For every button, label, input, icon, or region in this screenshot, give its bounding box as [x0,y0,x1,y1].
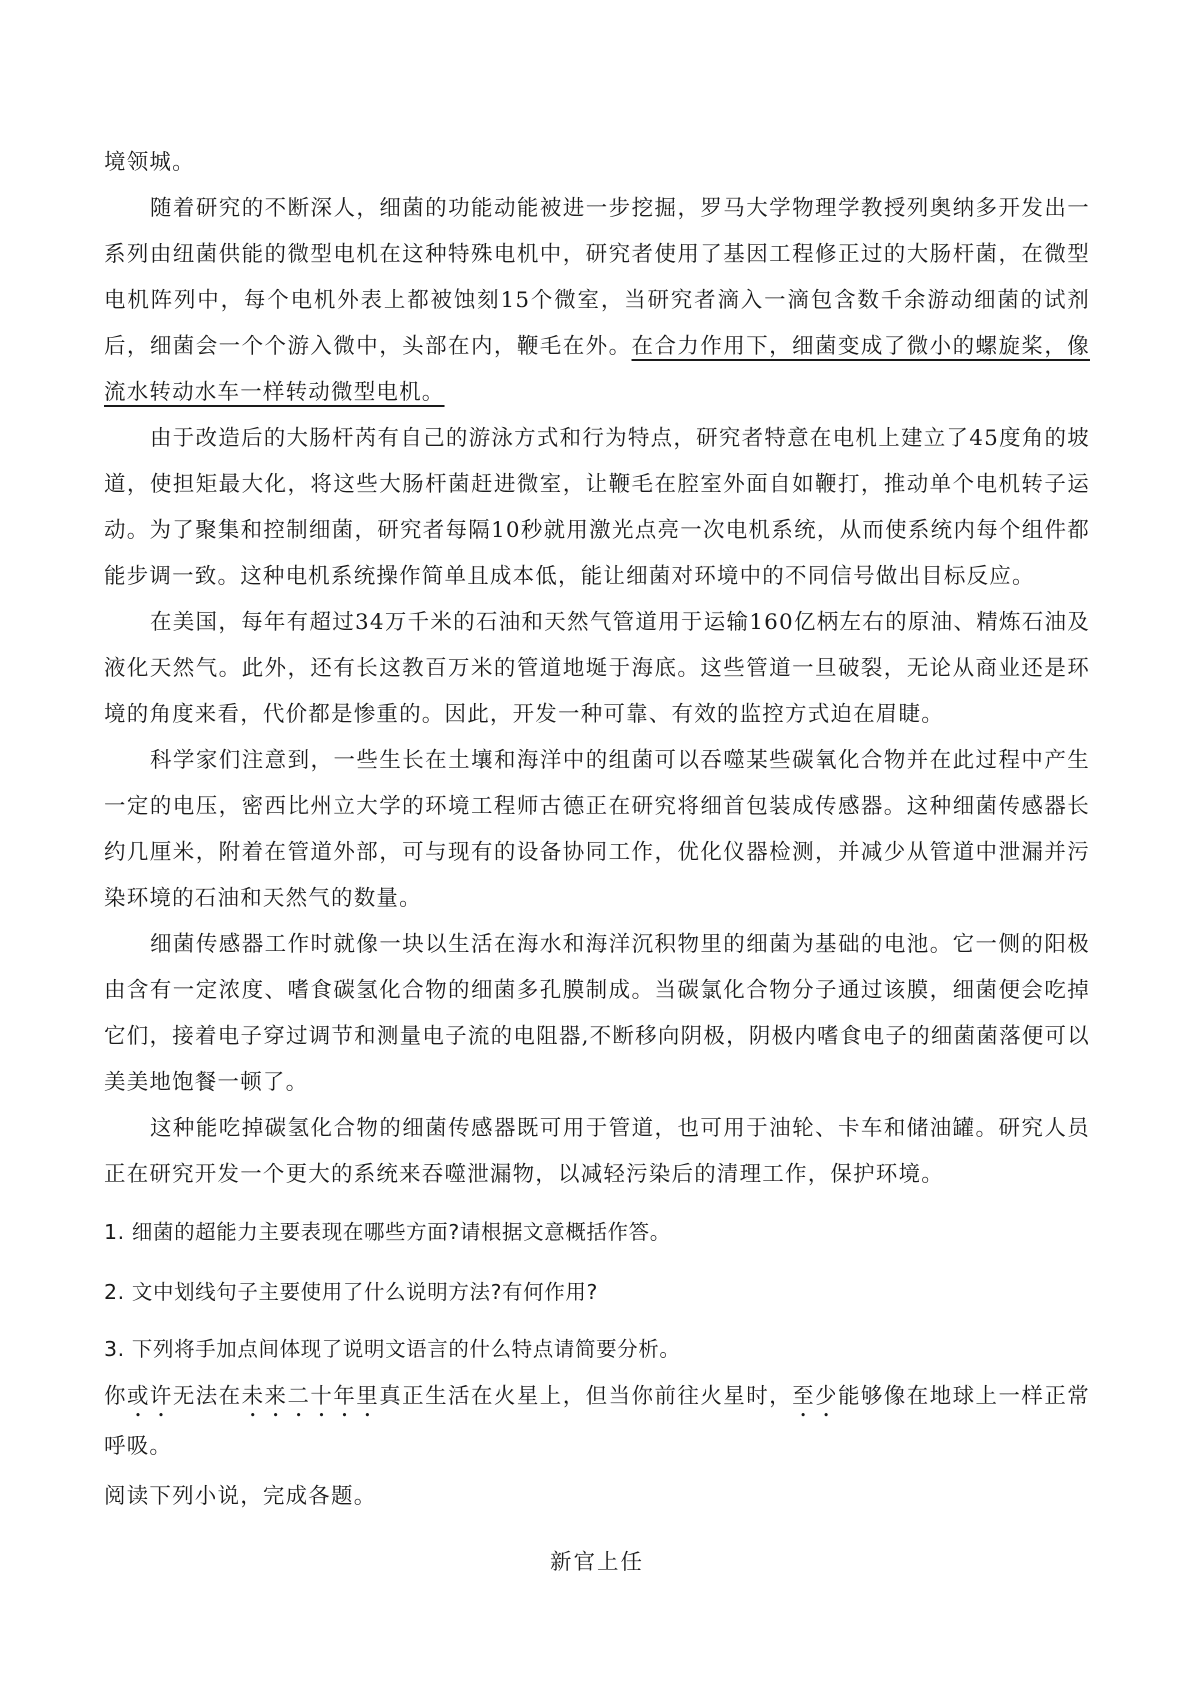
reading-instruction: 阅读下列小说，完成各题。 [104,1484,377,1509]
question-3: 3. 下列将手加点间体现了说明文语言的什么特点请简要分析。 [104,1337,681,1361]
paragraph-5: 细菌传感器工作时就像一块以生活在海水和海洋沉积物里的细菌为基础的电池。它一侧的阳极由含有一定浓度、嗜食碳氢化合物的细菌多孔膜制成。当碳氯化合物分子通过该膜，细菌便会吃掉它们，接着电子穿过调节和测量电子流的电阻器,不断移向阴极，阴极内嗜食电子的细菌菌落便可以美美地饱餐一顿了。 [104,932,1090,1095]
example-part: 你 [104,1384,127,1409]
paragraph-1 [104,186,1090,416]
story-title: 新官上任 [549,1550,644,1575]
dotted-word-weilai: 未来二十年里 [241,1384,380,1409]
paragraph-1-text: 随着研究的不断深人，细菌的功能动能被进一步挖掘，罗马大学物理学教授列奥纳多开发出一系列由纽菌供能的微型电机在这种特殊电机中，研究者使用了基因工程修正过的大肠杆菌，在微型电机阵列中，每个电机外表上都被蚀刻15个微室，当研究者滴入一滴包含数千余游动细菌的试剂后，细菌会一个个游入微中，头部在内，鞭毛在外。 [104,196,1090,359]
paragraph-2: 由于改造后的大肠杆芮有自己的游泳方式和行为特点，研究者特意在电机上建立了45度角的坡道，使担矩最大化，将这些大肠杆菌赶进微室，让鞭毛在腔室外面自如鞭打，推动单个电机转子运动。为了聚集和控制细菌，研究者每隔10秒就用激光点亮一次电机系统，从而使系统内每个组件都能步调一致。这种电机系统操作简单且成本低，能让细菌对环境中的不同信号做出目标反应。 [104,426,1090,589]
dotted-word-zhishao: 至少 [792,1384,838,1409]
example-part: 无法在 [172,1384,242,1409]
example-part: 能够像在地球上一样正常呼吸。 [104,1384,1090,1459]
question-2: 2. 文中划线句子主要使用了什么说明方法?有何作用? [104,1280,598,1304]
paragraph-4: 科学家们注意到，一些生长在土壤和海洋中的组菌可以吞噬某些碳氧化合物并在此过程中产生一定的电压，密西比州立大学的环境工程师古德正在研究将细首包装成传感器。这种细菌传感器长约几厘米，附着在管道外部，可与现有的设备协同工作，优化仪器检测，并减少从管道中泄漏并污染环境的石油和天然气的数量。 [104,748,1090,911]
example-part: 真正生活在火星上，但当你前往火星时， [379,1384,793,1409]
paragraph-3: 在美国，每年有超过34万千米的石油和天然气管道用于运输160亿柄左右的原油、精炼石油及液化天然气。此外，还有长这教百万米的管道地埏于海底。这些管道一旦破裂，无论从商业还是环境的角度来看，代价都是惨重的。因此，开发一种可靠、有效的监控方式迫在眉睫。 [104,610,1090,727]
underlined-sentence: 在合力作用下，细菌变成了微小的螺旋桨，像流水转动水车一样转动微型电机。 [104,334,1090,405]
paragraph-0: 境领城。 [104,150,195,175]
dotted-word-huoxu: 或许 [126,1384,173,1409]
example-sentence [104,1372,1090,1472]
question-1: 1. 细菌的超能力主要表现在哪些方面?请根据文意概括作答。 [104,1220,671,1244]
paragraph-6: 这种能吃掉碳氢化合物的细菌传感器既可用于管道，也可用于油轮、卡车和储油罐。研究人员正在研究开发一个更大的系统来吞噬泄漏物，以减轻污染后的清理工作，保护环境。 [104,1116,1090,1187]
